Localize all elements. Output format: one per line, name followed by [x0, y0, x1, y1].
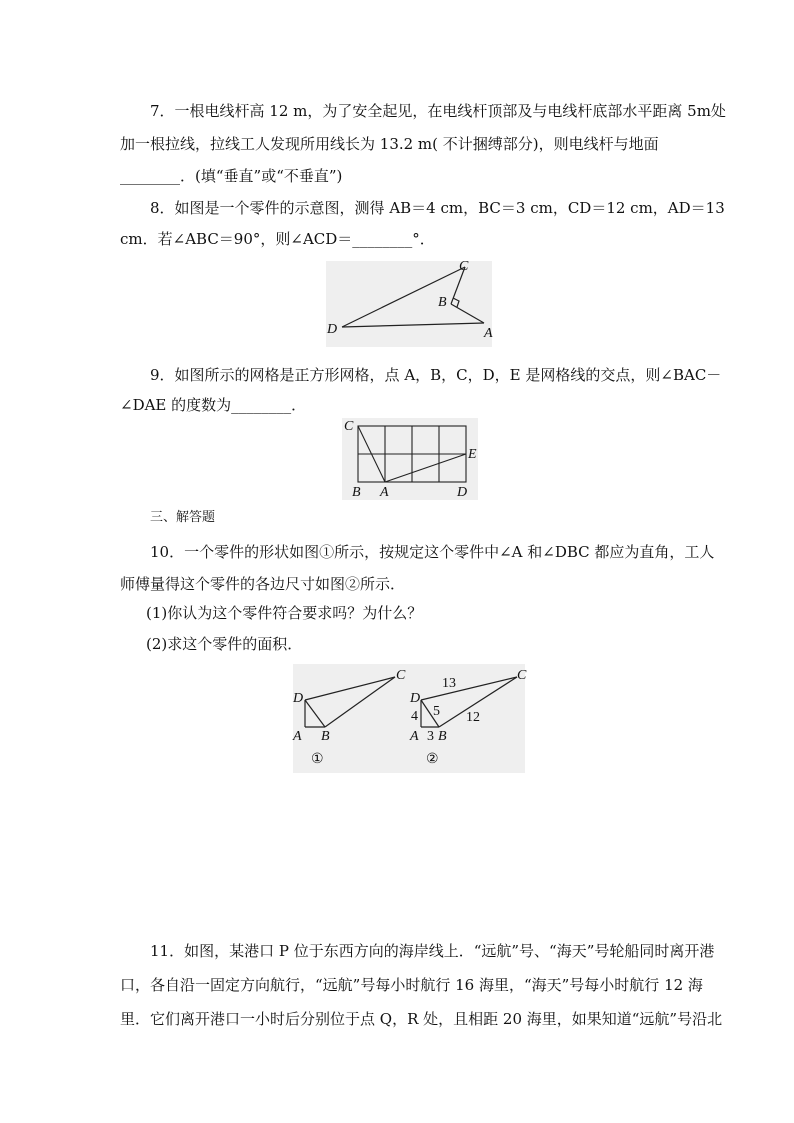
fig1-segment-DC: [305, 677, 395, 700]
q9-figure: [342, 418, 478, 500]
fig2-label-A: A: [410, 729, 419, 744]
fig1-label-A: A: [293, 729, 302, 744]
fig2-label-C: C: [517, 668, 527, 683]
fig2-length-DB: 5: [433, 704, 440, 719]
q8-figure: [326, 261, 492, 347]
fig2-length-AB: 3: [427, 729, 434, 744]
q9-label-E: E: [468, 447, 477, 462]
q11-line-3: 里．它们离开港口一小时后分别位于点 Q，R 处，且相距 20 海里，如果知道“远航”号沿北: [120, 1010, 723, 1028]
fig2-caption: ②: [426, 752, 439, 767]
fig2-length-DA: 4: [411, 709, 418, 724]
q11-line-2: 口，各自沿一固定方向航行，“远航”号每小时航行 16 海里，“海天”号每小时航行 12 海: [120, 976, 703, 994]
q9-grid-diagram: [342, 418, 478, 500]
q8-line-1: 8．如图是一个零件的示意图，测得 AB＝4 cm，BC＝3 cm，CD＝12 cm，AD＝13: [150, 199, 725, 217]
fig1-segment-BC: [325, 677, 395, 727]
q8-label-C: C: [459, 259, 469, 274]
q8-label-A: A: [484, 326, 493, 341]
q9-label-A: A: [380, 485, 389, 500]
q9-line-1: 9．如图所示的网格是正方形网格，点 A，B，C，D，E 是网格线的交点，则∠BAC－: [150, 366, 722, 384]
fig1-label-D: D: [293, 691, 304, 706]
q8-label-D: D: [327, 322, 338, 337]
fig1-label-C: C: [396, 668, 406, 683]
segment-DA: [342, 323, 484, 327]
q10-line-2: 师傅量得这个零件的各边尺寸如图②所示．: [120, 575, 406, 593]
q7-line-1: 7．一根电线杆高 12 m，为了安全起见，在电线杆顶部及与电线杆底部水平距离 5m处: [150, 102, 726, 120]
q8-line-2: cm．若∠ABC＝90°，则∠ACD＝________°．: [120, 230, 435, 248]
q10-figure: [293, 664, 525, 773]
fig1-label-B: B: [321, 729, 330, 744]
segment-BA: [451, 304, 484, 323]
q7-line-3: ________．(填“垂直”或“不垂直”): [120, 167, 343, 185]
q10-diagrams: [293, 664, 525, 773]
q9-label-D: D: [457, 485, 468, 500]
fig2-length-BC: 12: [466, 710, 480, 725]
fig1-segment-DB: [305, 700, 325, 727]
q11-line-1: 11．如图，某港口 P 位于东西方向的海岸线上．“远航”号、“海天”号轮船同时离开港: [150, 942, 715, 960]
fig2-segment-DC: [421, 677, 517, 700]
q8-label-B: B: [438, 295, 447, 310]
q10-line-1: 10．一个零件的形状如图①所示，按规定这个零件中∠A 和∠DBC 都应为直角，工人: [150, 543, 715, 561]
section-heading: 三、解答题: [150, 510, 216, 525]
q9-label-B: B: [352, 485, 361, 500]
q10-sub-2: (2)求这个零件的面积．: [146, 635, 303, 653]
q7-line-2: 加一根拉线，拉线工人发现所用线长为 13.2 m( 不计捆缚部分)，则电线杆与地面: [120, 135, 659, 153]
fig2-label-D: D: [410, 691, 421, 706]
q8-diagram: [326, 261, 492, 347]
fig1-caption: ①: [311, 752, 324, 767]
fig2-label-B: B: [438, 729, 447, 744]
q10-sub-1: (1)你认为这个零件符合要求吗？为什么？: [146, 604, 423, 622]
segment-AE: [385, 454, 466, 482]
q9-line-2: ∠DAE 的度数为________．: [120, 396, 307, 414]
fig2-length-DC: 13: [442, 676, 456, 691]
q9-label-C: C: [344, 419, 354, 434]
